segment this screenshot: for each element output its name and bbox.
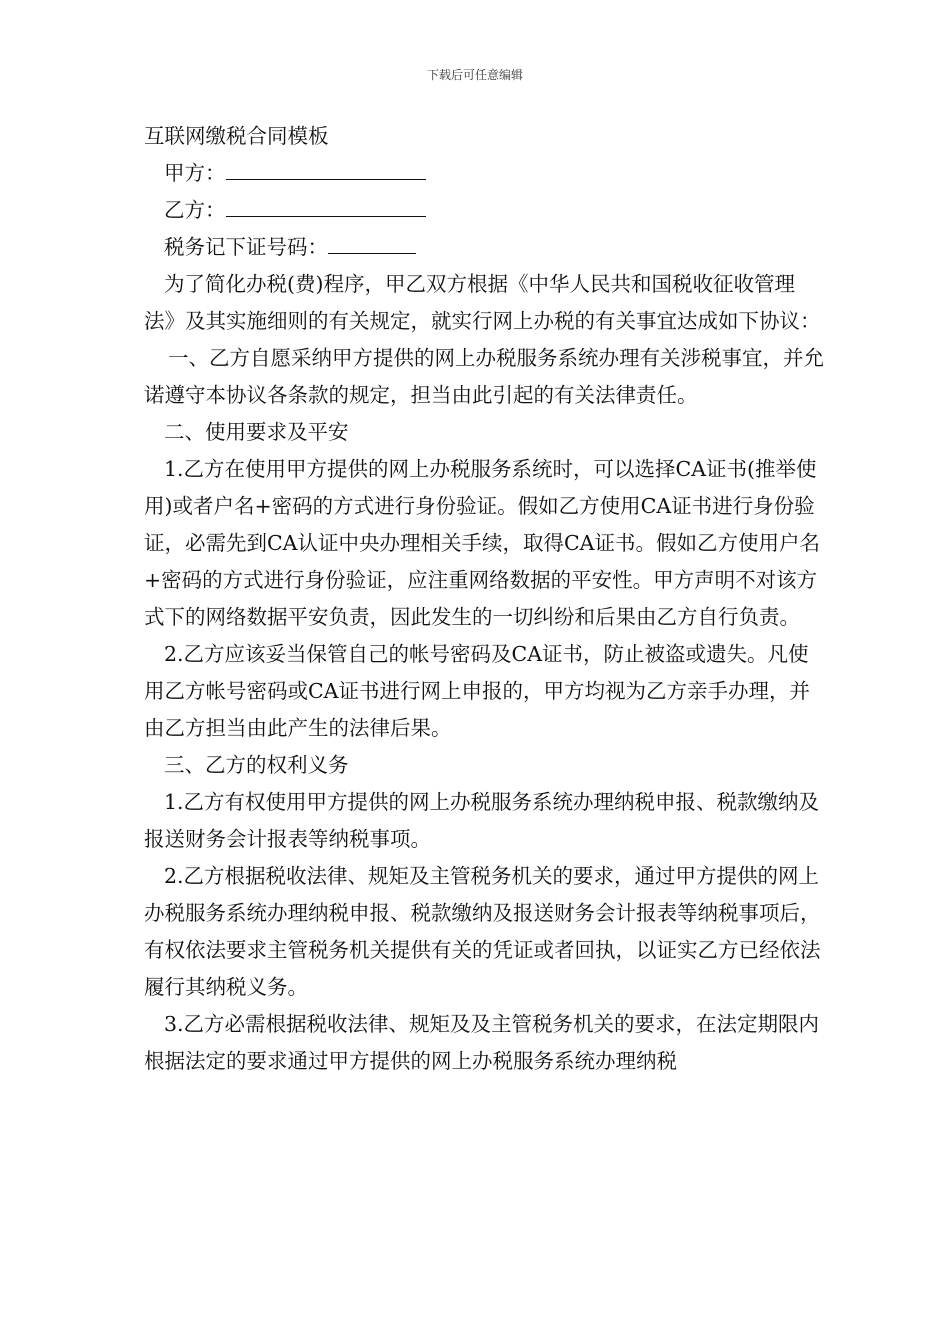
intro-paragraph: 为了简化办税(费)程序，甲乙双方根据《中华人民共和国税收征收管理法》及其实施细则的有关规定，就实行网上办税的有关事宜达成如下协议： [144,272,821,333]
party-a-line [144,155,824,192]
section2-heading: 二、使用要求及平安 [164,420,349,444]
section3-item2: 2.乙方根据税收法律、规矩及主管税务机关的要求，通过甲方提供的网上办税服务系统办理纳税申报、税款缴纳及报送财务会计报表等纳税事项后，有权依法要求主管税务机关提供有关的凭证或者回执，以证实乙方已经依法履行其纳税义务。 [144,864,821,999]
tax-reg-blank [328,231,416,254]
party-b-blank [226,194,426,217]
document-title: 互联网缴税合同模板 [144,124,329,148]
party-b-line [144,192,824,229]
party-a-blank [226,157,426,180]
section2-item1: 1.乙方在使用甲方提供的网上办税服务系统时，可以选择CA证书(推举使用)或者户名+密码的方式进行身份验证。假如乙方使用CA证书进行身份验证，必需先到CA认证中央办理相关手续，取得CA证书。假如乙方使用户名+密码的方式进行身份验证，应注重网络数据的平安性。甲方声明不对该方式下的网络数据平安负责，因此发生的一切纠纷和后果由乙方自行负责。 [144,457,820,629]
section1-paragraph: 一、乙方自愿采纳甲方提供的网上办税服务系统办理有关涉税事宜，并允诺遵守本协议各条款的规定，担当由此引起的有关法律责任。 [144,346,824,407]
section3-item1: 1.乙方有权使用甲方提供的网上办税服务系统办理纳税申报、税款缴纳及报送财务会计报表等纳税事项。 [144,790,820,851]
section2-item2: 2.乙方应该妥当保管自己的帐号密码及CA证书，防止被盗或遗失。凡使用乙方帐号密码或CA证书进行网上申报的，甲方均视为乙方亲手办理，并由乙方担当由此产生的法律后果。 [144,642,810,740]
section3-heading: 三、乙方的权利义务 [164,753,349,777]
section3-item3: 3.乙方必需根据税收法律、规矩及及主管税务机关的要求，在法定期限内根据法定的要求通过甲方提供的网上办税服务系统办理纳税 [144,1012,820,1073]
party-b-label: 乙方： [164,198,226,222]
tax-reg-line [144,229,824,266]
party-a-label: 甲方： [164,161,226,185]
page-header-note: 下载后可任意编辑 [426,68,523,82]
tax-reg-label: 税务记下证号码： [164,235,328,259]
document-body [144,118,824,1080]
